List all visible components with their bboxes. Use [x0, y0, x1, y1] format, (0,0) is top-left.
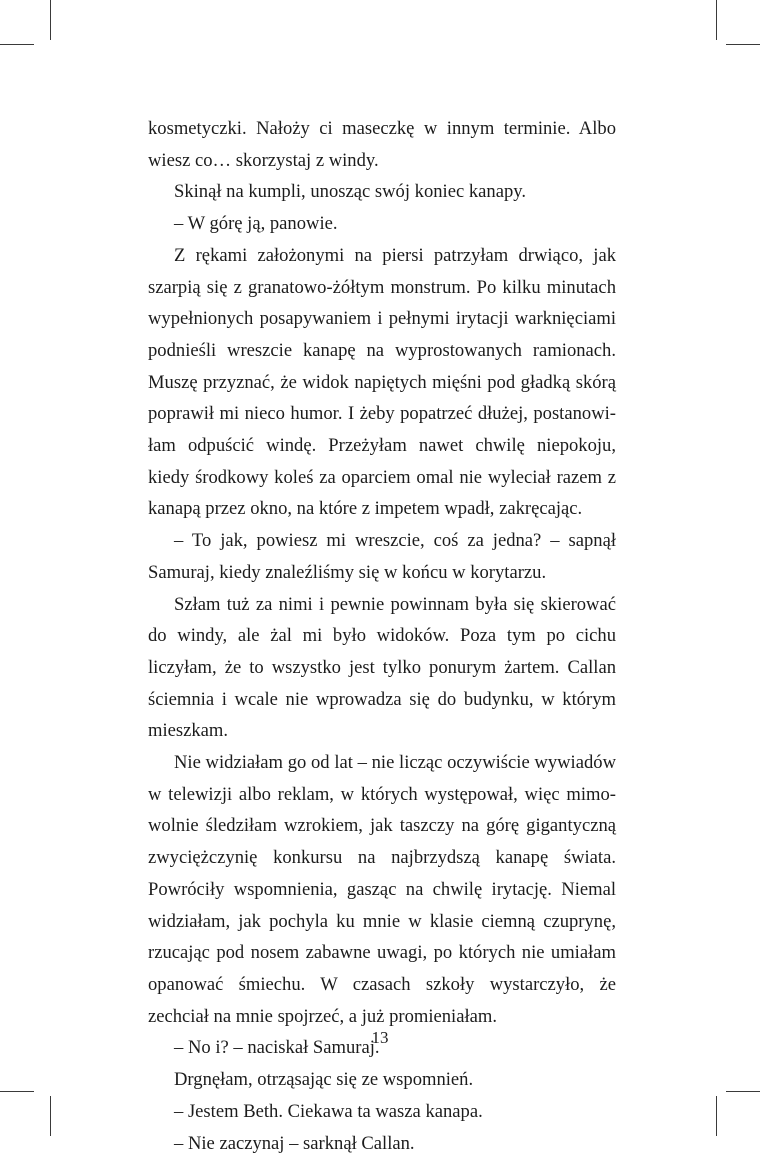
paragraph: – W górę ją, panowie. [148, 208, 616, 240]
crop-mark-top-right-h [726, 44, 760, 45]
paragraph: Z rękami założonymi na piersi patrzyłam drwiąco, jak szarpią się z granatowo-żółtym monstrum. Po kilku minutach wypełnionych posapywaniem i pełnymi irytacji warknięciami podnieśli wreszcie kanapę na wyprostowanych ramionach. Muszę przyznać, że widok napiętych mięśni pod gładką skórą poprawił mi nieco humor. I żeby popatrzeć dłużej, postanowiłam odpuścić windę. Przeżyłam nawet chwilę niepokoju, kiedy środkowy koleś za oparciem omal nie wyleciał razem z kanapą przez okno, na które z impetem wpadł, zakręcając. [148, 240, 616, 525]
paragraph: Szłam tuż za nimi i pewnie powinnam była się skierować do windy, ale żal mi było widoków. Poza tym po cichu liczyłam, że to wszystko jest tylko ponurym żartem. Callan ściemnia i wcale nie wprowadza się do budynku, w którym mieszkam. [148, 589, 616, 748]
page-number: 13 [0, 1028, 760, 1048]
paragraph: – Nie zaczynaj – sarknął Callan. [148, 1128, 616, 1159]
crop-mark-top-left [50, 0, 51, 40]
crop-mark-bottom-left [50, 1096, 51, 1136]
crop-mark-bottom-right-h [726, 1091, 760, 1092]
crop-mark-bottom-left-h [0, 1091, 34, 1092]
crop-mark-bottom-right [716, 1096, 717, 1136]
paragraph: kosmetyczki. Nałoży ci maseczkę w innym terminie. Albo wiesz co… skorzystaj z windy. [148, 113, 616, 176]
paragraph: – To jak, powiesz mi wreszcie, coś za jedna? – sapnął Samuraj, kiedy znaleźliśmy się w końcu w korytarzu. [148, 525, 616, 588]
crop-mark-top-left-h [0, 44, 34, 45]
paragraph: Skinął na kumpli, unosząc swój koniec kanapy. [148, 176, 616, 208]
paragraph: Nie widziałam go od lat – nie licząc oczywiście wywiadów w telewizji albo reklam, w których występował, więc mimowolnie śledziłam wzrokiem, jak taszczy na górę gigantyczną zwyciężczynię konkursu na najbrzydszą kanapę świata. Powróciły wspomnienia, gasząc na chwilę irytację. Niemal widziałam, jak pochyla ku mnie w klasie ciemną czuprynę, rzucając pod nosem zabawne uwagi, po których nie umiałam opanować śmiechu. W czasach szkoły wystarczyło, że zechciał na mnie spojrzeć, a już promieniałam. [148, 747, 616, 1032]
paragraph: Drgnęłam, otrząsając się ze wspomnień. [148, 1064, 616, 1096]
paragraph: – No i? – naciskał Samuraj. [148, 1032, 616, 1064]
crop-mark-top-right [716, 0, 717, 40]
paragraph: – Jestem Beth. Ciekawa ta wasza kanapa. [148, 1096, 616, 1128]
page-body-text [148, 113, 616, 1159]
